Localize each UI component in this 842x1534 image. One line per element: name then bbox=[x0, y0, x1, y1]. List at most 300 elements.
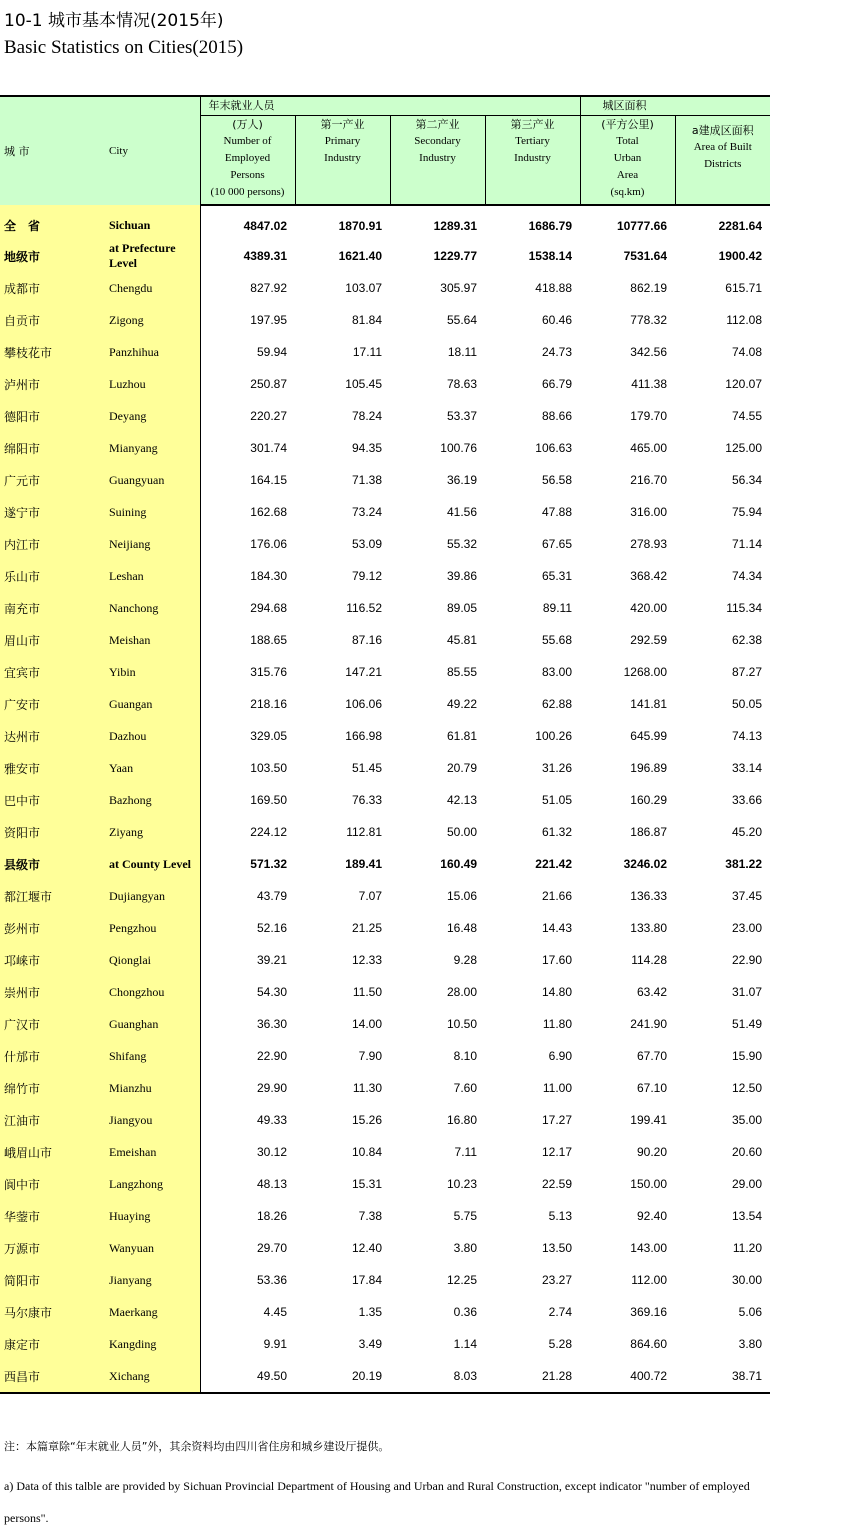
primary-value: 105.45 bbox=[345, 377, 382, 391]
primary-value: 12.33 bbox=[351, 953, 382, 967]
tertiary-value: 17.27 bbox=[541, 1113, 572, 1127]
tertiary-value: 60.46 bbox=[541, 313, 572, 327]
city-name-en: Huaying bbox=[105, 1200, 200, 1232]
secondary-value: 42.13 bbox=[446, 793, 477, 807]
city-name-cn: 什邡市 bbox=[0, 1040, 105, 1072]
primary-value: 1621.40 bbox=[338, 249, 382, 263]
note-en: a) Data of this talble are provided by Sichuan Provincial Department of Housing and Urban and Rural Construction, except indicator "number of employed persons". bbox=[4, 1479, 750, 1525]
city-name-en: Luzhou bbox=[105, 368, 200, 400]
header-tertiary: 第三产业 Tertiary Industry bbox=[485, 116, 580, 206]
total-area-value: 1268.00 bbox=[623, 665, 667, 679]
tertiary-value: 83.00 bbox=[541, 665, 572, 679]
secondary-value: 8.03 bbox=[390, 1360, 485, 1393]
tertiary-value: 418.88 bbox=[535, 281, 572, 295]
city-name-en: Ziyang bbox=[105, 816, 200, 848]
employed-value: 29.70 bbox=[256, 1241, 287, 1255]
primary-value: 106.06 bbox=[345, 697, 382, 711]
table-row bbox=[0, 1328, 770, 1360]
city-name-en: Guangyuan bbox=[105, 464, 200, 496]
tertiary-value: 5.13 bbox=[548, 1209, 572, 1223]
city-name-cn: 成都市 bbox=[0, 272, 105, 304]
secondary-value: 50.00 bbox=[446, 825, 477, 839]
total-area-value: 112.00 bbox=[631, 1273, 667, 1287]
header-employed-cn: 年末就业人员 bbox=[200, 96, 580, 116]
built-area-value: 50.05 bbox=[731, 697, 762, 711]
city-name-cn: 全 省 bbox=[0, 205, 105, 240]
total-area-value: 862.19 bbox=[630, 281, 667, 295]
city-name-en: Qionglai bbox=[105, 944, 200, 976]
primary-value: 78.24 bbox=[351, 409, 382, 423]
city-name-cn: 广安市 bbox=[0, 688, 105, 720]
secondary-value: 49.22 bbox=[446, 697, 477, 711]
table-row bbox=[0, 592, 770, 624]
total-area-value: 420.00 bbox=[630, 601, 667, 615]
primary-value: 112.81 bbox=[346, 825, 382, 839]
employed-value: 4389.31 bbox=[243, 249, 287, 263]
total-area-value: 369.16 bbox=[630, 1305, 667, 1319]
tertiary-value: 67.65 bbox=[541, 537, 572, 551]
secondary-value: 10.50 bbox=[446, 1017, 477, 1031]
tertiary-value: 2.74 bbox=[548, 1305, 572, 1319]
primary-value: 1.35 bbox=[358, 1305, 382, 1319]
total-area-value: 150.00 bbox=[630, 1177, 667, 1191]
employed-value: 9.91 bbox=[263, 1337, 287, 1351]
built-area-value: 12.50 bbox=[731, 1081, 762, 1095]
city-name-en: Yaan bbox=[105, 752, 200, 784]
primary-value: 53.09 bbox=[351, 537, 382, 551]
employed-value: 301.74 bbox=[250, 441, 287, 455]
employed-value: 162.68 bbox=[250, 505, 287, 519]
employed-value: 188.65 bbox=[250, 633, 287, 647]
built-area-value: 22.90 bbox=[731, 953, 762, 967]
tertiary-value: 62.88 bbox=[541, 697, 572, 711]
city-name-en: Shifang bbox=[105, 1040, 200, 1072]
primary-value: 21.25 bbox=[351, 921, 382, 935]
table-row bbox=[0, 1168, 770, 1200]
city-name-cn: 康定市 bbox=[0, 1328, 105, 1360]
city-name-en: Guangan bbox=[105, 688, 200, 720]
employed-value: 218.16 bbox=[250, 697, 287, 711]
total-area-value: 864.60 bbox=[630, 1337, 667, 1351]
city-name-en: Sichuan bbox=[105, 205, 200, 240]
header-area-cn: 城区面积 bbox=[580, 96, 770, 116]
city-name-cn: 宜宾市 bbox=[0, 656, 105, 688]
tertiary-value: 12.17 bbox=[541, 1145, 572, 1159]
built-area-value: 87.27 bbox=[731, 665, 762, 679]
city-name-cn: 资阳市 bbox=[0, 816, 105, 848]
secondary-value: 7.60 bbox=[453, 1081, 477, 1095]
primary-value: 116.52 bbox=[346, 601, 382, 615]
tertiary-value: 21.28 bbox=[485, 1360, 580, 1393]
built-area-value: 112.08 bbox=[726, 313, 762, 327]
city-name-cn: 巴中市 bbox=[0, 784, 105, 816]
city-name-en: at Prefecture Level bbox=[105, 240, 200, 272]
tertiary-value: 66.79 bbox=[541, 377, 572, 391]
table-row bbox=[0, 1360, 770, 1393]
city-name-en: Meishan bbox=[105, 624, 200, 656]
employed-value: 18.26 bbox=[256, 1209, 287, 1223]
city-name-cn: 内江市 bbox=[0, 528, 105, 560]
city-name-en: Deyang bbox=[105, 400, 200, 432]
page-title-en: Basic Statistics on Cities(2015) bbox=[4, 37, 244, 58]
total-area-value: 141.81 bbox=[630, 697, 667, 711]
tertiary-value: 1686.79 bbox=[528, 219, 572, 233]
table-row bbox=[0, 624, 770, 656]
built-area-value: 37.45 bbox=[731, 889, 762, 903]
secondary-value: 8.10 bbox=[453, 1049, 477, 1063]
tertiary-value: 11.00 bbox=[542, 1081, 572, 1095]
city-name-cn: 县级市 bbox=[0, 848, 105, 880]
city-name-en: Langzhong bbox=[105, 1168, 200, 1200]
employed-value: 220.27 bbox=[250, 409, 287, 423]
primary-value: 71.38 bbox=[351, 473, 382, 487]
table-row bbox=[0, 205, 770, 240]
table-row bbox=[0, 528, 770, 560]
table-row bbox=[0, 688, 770, 720]
city-name-en: Zigong bbox=[105, 304, 200, 336]
tertiary-value: 56.58 bbox=[541, 473, 572, 487]
city-name-en: Dujiangyan bbox=[105, 880, 200, 912]
built-area-value: 120.07 bbox=[725, 377, 762, 391]
employed-value: 329.05 bbox=[250, 729, 287, 743]
city-name-cn: 绵竹市 bbox=[0, 1072, 105, 1104]
city-name-cn: 都江堰市 bbox=[0, 880, 105, 912]
city-name-en: Maerkang bbox=[105, 1296, 200, 1328]
primary-value: 15.31 bbox=[351, 1177, 382, 1191]
secondary-value: 15.06 bbox=[446, 889, 477, 903]
primary-value: 11.30 bbox=[352, 1081, 382, 1095]
built-area-value: 125.00 bbox=[725, 441, 762, 455]
secondary-value: 305.97 bbox=[440, 281, 477, 295]
tertiary-value: 1538.14 bbox=[528, 249, 572, 263]
city-name-cn: 西昌市 bbox=[0, 1360, 105, 1393]
secondary-value: 53.37 bbox=[446, 409, 477, 423]
city-name-cn: 马尔康市 bbox=[0, 1296, 105, 1328]
primary-value: 147.21 bbox=[345, 665, 382, 679]
primary-value: 3.49 bbox=[358, 1337, 382, 1351]
city-name-en: Guanghan bbox=[105, 1008, 200, 1040]
built-area-value: 62.38 bbox=[731, 633, 762, 647]
header-city-en: City bbox=[105, 96, 200, 205]
city-name-en: Suining bbox=[105, 496, 200, 528]
total-area-value: 92.40 bbox=[636, 1209, 667, 1223]
primary-value: 103.07 bbox=[345, 281, 382, 295]
employed-value: 53.36 bbox=[256, 1273, 287, 1287]
table-row bbox=[0, 1200, 770, 1232]
tertiary-value: 14.43 bbox=[541, 921, 572, 935]
table-row bbox=[0, 496, 770, 528]
built-area-value: 20.60 bbox=[731, 1145, 762, 1159]
secondary-value: 100.76 bbox=[440, 441, 477, 455]
tertiary-value: 5.28 bbox=[548, 1337, 572, 1351]
city-name-en: Chongzhou bbox=[105, 976, 200, 1008]
table-row bbox=[0, 848, 770, 880]
total-area-value: 67.10 bbox=[636, 1081, 667, 1095]
total-area-value: 316.00 bbox=[630, 505, 667, 519]
total-area-value: 63.42 bbox=[636, 985, 667, 999]
employed-value: 4.45 bbox=[263, 1305, 287, 1319]
header-primary: 第一产业 Primary Industry bbox=[295, 116, 390, 206]
total-area-value: 216.70 bbox=[630, 473, 667, 487]
city-name-cn: 阆中市 bbox=[0, 1168, 105, 1200]
city-name-cn: 眉山市 bbox=[0, 624, 105, 656]
built-area-value: 23.00 bbox=[731, 921, 762, 935]
employed-value: 36.30 bbox=[256, 1017, 287, 1031]
total-area-value: 278.93 bbox=[630, 537, 667, 551]
city-name-cn: 峨眉山市 bbox=[0, 1136, 105, 1168]
table-row bbox=[0, 1136, 770, 1168]
employed-value: 571.32 bbox=[250, 857, 287, 871]
total-area-value: 411.38 bbox=[631, 377, 667, 391]
built-area-value: 11.20 bbox=[732, 1241, 762, 1255]
total-area-value: 241.90 bbox=[630, 1017, 667, 1031]
table-row bbox=[0, 1072, 770, 1104]
secondary-value: 18.11 bbox=[447, 345, 477, 359]
table-row bbox=[0, 400, 770, 432]
table-row bbox=[0, 944, 770, 976]
built-area-value: 615.71 bbox=[725, 281, 762, 295]
employed-value: 30.12 bbox=[256, 1145, 287, 1159]
city-name-en: Kangding bbox=[105, 1328, 200, 1360]
table-row bbox=[0, 1104, 770, 1136]
statistics-table bbox=[0, 95, 770, 1394]
total-area-value: 90.20 bbox=[636, 1145, 667, 1159]
city-name-en: Mianyang bbox=[105, 432, 200, 464]
city-name-en: Dazhou bbox=[105, 720, 200, 752]
table-row bbox=[0, 240, 770, 272]
total-area-value: 7531.64 bbox=[623, 249, 667, 263]
tertiary-value: 106.63 bbox=[535, 441, 572, 455]
city-name-cn: 彭州市 bbox=[0, 912, 105, 944]
primary-value: 17.11 bbox=[352, 345, 382, 359]
employed-value: 164.15 bbox=[250, 473, 287, 487]
secondary-value: 7.11 bbox=[454, 1145, 477, 1159]
total-area-value: 186.87 bbox=[630, 825, 667, 839]
built-area-value: 35.00 bbox=[731, 1113, 762, 1127]
total-area-value: 133.80 bbox=[630, 921, 667, 935]
secondary-value: 55.32 bbox=[446, 537, 477, 551]
secondary-value: 89.05 bbox=[446, 601, 477, 615]
primary-value: 73.24 bbox=[351, 505, 382, 519]
city-name-cn: 广汉市 bbox=[0, 1008, 105, 1040]
built-area-value: 115.34 bbox=[726, 601, 762, 615]
city-name-en: at County Level bbox=[105, 848, 200, 880]
table-body bbox=[0, 205, 770, 1393]
tertiary-value: 89.11 bbox=[542, 601, 572, 615]
tertiary-value: 47.88 bbox=[541, 505, 572, 519]
city-name-cn: 遂宁市 bbox=[0, 496, 105, 528]
primary-value: 15.26 bbox=[351, 1113, 382, 1127]
table-row bbox=[0, 1264, 770, 1296]
total-area-value: 400.72 bbox=[580, 1360, 675, 1393]
total-area-value: 465.00 bbox=[630, 441, 667, 455]
secondary-value: 1229.77 bbox=[433, 249, 477, 263]
total-area-value: 199.41 bbox=[630, 1113, 667, 1127]
header-city-cn: 城 市 bbox=[0, 96, 105, 205]
built-area-value: 5.06 bbox=[738, 1305, 762, 1319]
employed-value: 49.33 bbox=[256, 1113, 287, 1127]
table-row bbox=[0, 880, 770, 912]
primary-value: 10.84 bbox=[351, 1145, 382, 1159]
built-area-value: 30.00 bbox=[731, 1273, 762, 1287]
employed-value: 4847.02 bbox=[243, 219, 287, 233]
total-area-value: 10777.66 bbox=[616, 219, 667, 233]
employed-value: 294.68 bbox=[250, 601, 287, 615]
built-area-value: 381.22 bbox=[725, 857, 762, 871]
built-area-value: 56.34 bbox=[731, 473, 762, 487]
tertiary-value: 221.42 bbox=[535, 857, 572, 871]
city-name-en: Panzhihua bbox=[105, 336, 200, 368]
note-cn: 注：本篇章除“年末就业人员”外，其余资料均由四川省住房和城乡建设厅提供。 bbox=[4, 1440, 390, 1453]
employed-value: 827.92 bbox=[250, 281, 287, 295]
employed-value: 176.06 bbox=[250, 537, 287, 551]
total-area-value: 292.59 bbox=[630, 633, 667, 647]
secondary-value: 12.25 bbox=[446, 1273, 477, 1287]
secondary-value: 28.00 bbox=[446, 985, 477, 999]
header-secondary: 第二产业 Secondary Industry bbox=[390, 116, 485, 206]
page-title-cn: 10-1 城市基本情况(2015年) bbox=[4, 11, 224, 31]
primary-value: 1870.91 bbox=[338, 219, 382, 233]
tertiary-value: 31.26 bbox=[541, 761, 572, 775]
secondary-value: 5.75 bbox=[453, 1209, 477, 1223]
city-name-en: Mianzhu bbox=[105, 1072, 200, 1104]
primary-value: 12.40 bbox=[351, 1241, 382, 1255]
primary-value: 51.45 bbox=[351, 761, 382, 775]
secondary-value: 10.23 bbox=[446, 1177, 477, 1191]
city-name-en: Nanchong bbox=[105, 592, 200, 624]
city-name-cn: 绵阳市 bbox=[0, 432, 105, 464]
city-name-en: Jianyang bbox=[105, 1264, 200, 1296]
employed-value: 39.21 bbox=[256, 953, 287, 967]
table-row bbox=[0, 304, 770, 336]
total-area-value: 160.29 bbox=[630, 793, 667, 807]
city-name-cn: 万源市 bbox=[0, 1232, 105, 1264]
total-area-value: 342.56 bbox=[630, 345, 667, 359]
city-name-en: Chengdu bbox=[105, 272, 200, 304]
employed-value: 22.90 bbox=[256, 1049, 287, 1063]
primary-value: 76.33 bbox=[351, 793, 382, 807]
tertiary-value: 88.66 bbox=[541, 409, 572, 423]
primary-value: 11.50 bbox=[352, 985, 382, 999]
secondary-value: 3.80 bbox=[453, 1241, 477, 1255]
total-area-value: 778.32 bbox=[630, 313, 667, 327]
employed-value: 29.90 bbox=[256, 1081, 287, 1095]
built-area-value: 2281.64 bbox=[718, 219, 762, 233]
secondary-value: 9.28 bbox=[453, 953, 477, 967]
secondary-value: 16.48 bbox=[446, 921, 477, 935]
built-area-value: 45.20 bbox=[731, 825, 762, 839]
primary-value: 81.84 bbox=[351, 313, 382, 327]
employed-value: 315.76 bbox=[250, 665, 287, 679]
table-row bbox=[0, 336, 770, 368]
primary-value: 87.16 bbox=[351, 633, 382, 647]
secondary-value: 1289.31 bbox=[433, 219, 477, 233]
table-row bbox=[0, 464, 770, 496]
city-name-en: Xichang bbox=[105, 1360, 200, 1393]
city-name-en: Bazhong bbox=[105, 784, 200, 816]
secondary-value: 160.49 bbox=[440, 857, 477, 871]
built-area-value: 71.14 bbox=[731, 537, 762, 551]
employed-value: 169.50 bbox=[250, 793, 287, 807]
city-name-cn: 华蓥市 bbox=[0, 1200, 105, 1232]
total-area-value: 645.99 bbox=[630, 729, 667, 743]
city-name-en: Pengzhou bbox=[105, 912, 200, 944]
employed-value: 43.79 bbox=[256, 889, 287, 903]
table-row bbox=[0, 272, 770, 304]
tertiary-value: 55.68 bbox=[541, 633, 572, 647]
city-name-cn: 达州市 bbox=[0, 720, 105, 752]
secondary-value: 16.80 bbox=[446, 1113, 477, 1127]
city-name-en: Leshan bbox=[105, 560, 200, 592]
table-row bbox=[0, 976, 770, 1008]
tertiary-value: 100.26 bbox=[535, 729, 572, 743]
city-name-cn: 邛崃市 bbox=[0, 944, 105, 976]
total-area-value: 143.00 bbox=[630, 1241, 667, 1255]
tertiary-value: 21.66 bbox=[541, 889, 572, 903]
city-name-cn: 乐山市 bbox=[0, 560, 105, 592]
city-name-en: Wanyuan bbox=[105, 1232, 200, 1264]
secondary-value: 78.63 bbox=[446, 377, 477, 391]
city-name-en: Jiangyou bbox=[105, 1104, 200, 1136]
tertiary-value: 17.60 bbox=[541, 953, 572, 967]
employed-value: 224.12 bbox=[250, 825, 287, 839]
table-row bbox=[0, 1232, 770, 1264]
table-row bbox=[0, 752, 770, 784]
total-area-value: 3246.02 bbox=[623, 857, 667, 871]
primary-value: 17.84 bbox=[351, 1273, 382, 1287]
city-name-en: Yibin bbox=[105, 656, 200, 688]
tertiary-value: 22.59 bbox=[541, 1177, 572, 1191]
employed-value: 52.16 bbox=[256, 921, 287, 935]
total-area-value: 196.89 bbox=[630, 761, 667, 775]
table-row bbox=[0, 720, 770, 752]
primary-value: 94.35 bbox=[351, 441, 382, 455]
tertiary-value: 65.31 bbox=[541, 569, 572, 583]
secondary-value: 85.55 bbox=[446, 665, 477, 679]
built-area-value: 15.90 bbox=[731, 1049, 762, 1063]
secondary-value: 45.81 bbox=[446, 633, 477, 647]
primary-value: 14.00 bbox=[351, 1017, 382, 1031]
city-name-cn: 泸州市 bbox=[0, 368, 105, 400]
total-area-value: 368.42 bbox=[630, 569, 667, 583]
primary-value: 7.07 bbox=[358, 889, 382, 903]
table-row bbox=[0, 656, 770, 688]
city-name-cn: 简阳市 bbox=[0, 1264, 105, 1296]
header-built-area: a建成区面积 Area of Built Districts bbox=[675, 116, 770, 206]
tertiary-value: 61.32 bbox=[541, 825, 572, 839]
primary-value: 7.90 bbox=[358, 1049, 382, 1063]
built-area-value: 74.55 bbox=[731, 409, 762, 423]
city-name-cn: 自贡市 bbox=[0, 304, 105, 336]
tertiary-value: 6.90 bbox=[548, 1049, 572, 1063]
built-area-value: 74.08 bbox=[731, 345, 762, 359]
employed-value: 54.30 bbox=[256, 985, 287, 999]
tertiary-value: 23.27 bbox=[541, 1273, 572, 1287]
secondary-value: 0.36 bbox=[453, 1305, 477, 1319]
primary-value: 189.41 bbox=[345, 857, 382, 871]
total-area-value: 136.33 bbox=[630, 889, 667, 903]
total-area-value: 114.28 bbox=[631, 953, 667, 967]
city-name-cn: 德阳市 bbox=[0, 400, 105, 432]
built-area-value: 38.71 bbox=[675, 1360, 770, 1393]
city-name-cn: 攀枝花市 bbox=[0, 336, 105, 368]
tertiary-value: 14.80 bbox=[541, 985, 572, 999]
city-name-cn: 地级市 bbox=[0, 240, 105, 272]
built-area-value: 75.94 bbox=[731, 505, 762, 519]
table-row bbox=[0, 368, 770, 400]
secondary-value: 55.64 bbox=[446, 313, 477, 327]
total-area-value: 179.70 bbox=[630, 409, 667, 423]
